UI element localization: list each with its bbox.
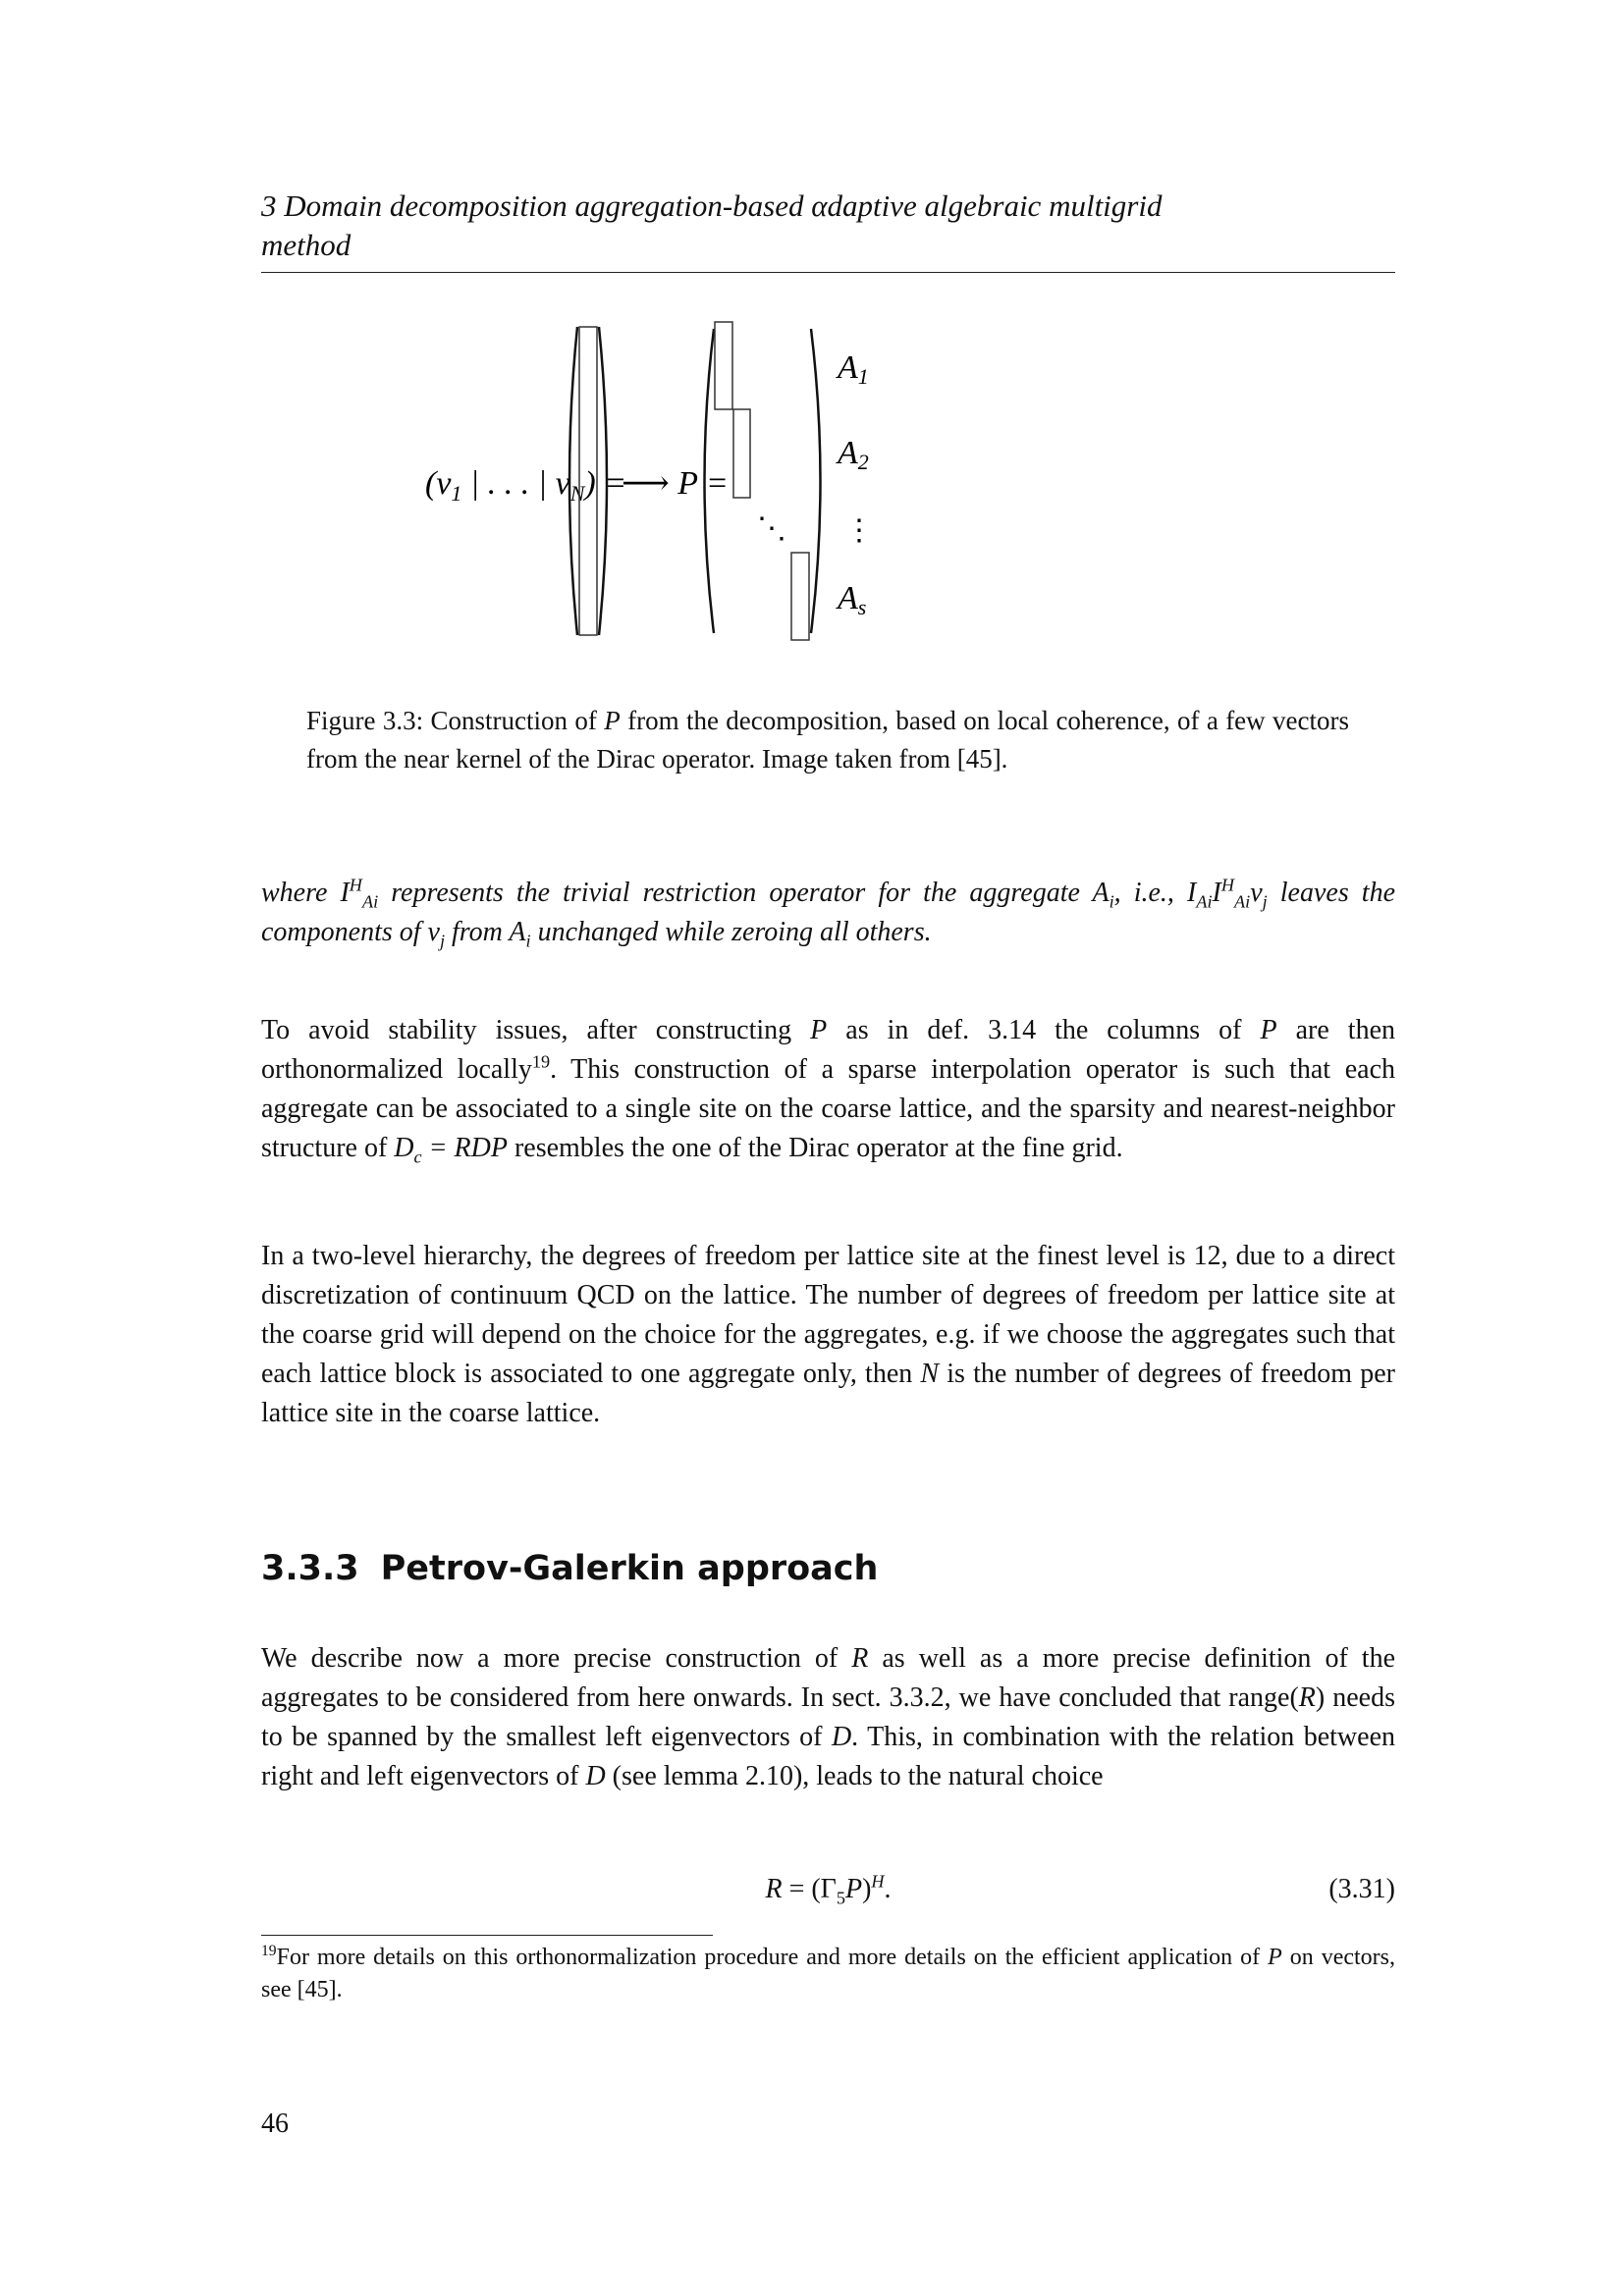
- paragraph-orthonormalization: To avoid stability issues, after constructing P as in def. 3.14 the columns of P are then orthonormalized locally$^{19}$. This construction of a sparse interpolation operator is such that each aggregate can be associated to a single site on the coarse lattice, and the sparsity and nearest-neighbor structure of $D_c$ = RDP resembles the one of the Dirac operator at the fine grid.: [261, 1015, 1396, 1167]
- block-a2: [733, 409, 750, 498]
- label-a2: A2: [838, 435, 869, 474]
- section-heading: [261, 1549, 878, 1588]
- header-line-2: method: [261, 228, 352, 262]
- section-title: Petrov-Galerkin approach: [380, 1549, 879, 1588]
- figure-construction-of-p: [0, 0, 1624, 687]
- caption-text: from the decomposition, based on local coherence, of a few vectors from the near kernel of the Dirac operator. Image taken from [45].: [306, 706, 1349, 774]
- header-line-1: 3 Domain decomposition aggregation-based αdaptive algebraic multigrid: [261, 188, 1163, 223]
- footnote-rule: [261, 1935, 713, 1936]
- footnote-mark: 19: [261, 1943, 277, 1959]
- figure-caption: [306, 702, 1349, 778]
- page-number: 46: [261, 2109, 289, 2139]
- right-paren-p: [811, 329, 821, 633]
- definition-continuation: where $I^H_{Ai}$ represents the trivial restriction operator for the aggregate $A_i$, i.e., $I_{Ai}I^H_{Ai}v_j$ leaves the components of $v_j$ from $A_i$ unchanged while zeroing all others.: [261, 875, 1395, 951]
- figure-lhs: ($v_1$ | . . . | $v_N$) =: [425, 465, 627, 506]
- label-as: As: [838, 580, 867, 619]
- caption-text: Figure 3.3: Construction of: [306, 706, 605, 735]
- footnote-19: $^{19}$For more details on this orthonormalization procedure and more details on the efficient application of P on vectors, see [45].: [261, 1943, 1395, 2002]
- equation-body: $R = (\Gamma_5P)^H$.: [765, 1871, 892, 1908]
- diagonal-dots: ⋱: [757, 512, 786, 545]
- label-vdots: ⋮: [844, 514, 874, 547]
- label-a1: A1: [838, 349, 869, 389]
- arrow-p-equals: ⟶ P =: [622, 465, 729, 502]
- paragraph-two-level: In a two-level hierarchy, the degrees of freedom per lattice site at the finest level is 12, due to a direct discretization of continuum QCD on the lattice. The number of degrees of freedom per lattice site at the coarse grid will depend on the choice for the aggregates, e.g. if we choose the aggregates such that each lattice block is associated to one aggregate only, then N is the number of degrees of freedom per lattice site in the coarse lattice.: [261, 1241, 1395, 1428]
- footnote-ref[interactable]: 19: [531, 1051, 551, 1072]
- math-p: P: [604, 706, 621, 735]
- equation-number: (3.31): [1328, 1874, 1395, 1904]
- section-number: 3.3.3: [261, 1549, 359, 1588]
- block-as: [791, 553, 809, 640]
- paragraph-petrov-galerkin: We describe now a more precise construction of R as well as a more precise definition of the aggregates to be considered from here onwards. In sect. 3.3.2, we have concluded that range(R) needs to be spanned by the smallest left eigenvectors of D. This, in combination with the relation between right and left eigenvectors of D (see lemma 2.10), leads to the natural choice: [261, 1643, 1395, 1791]
- block-a1: [715, 322, 732, 409]
